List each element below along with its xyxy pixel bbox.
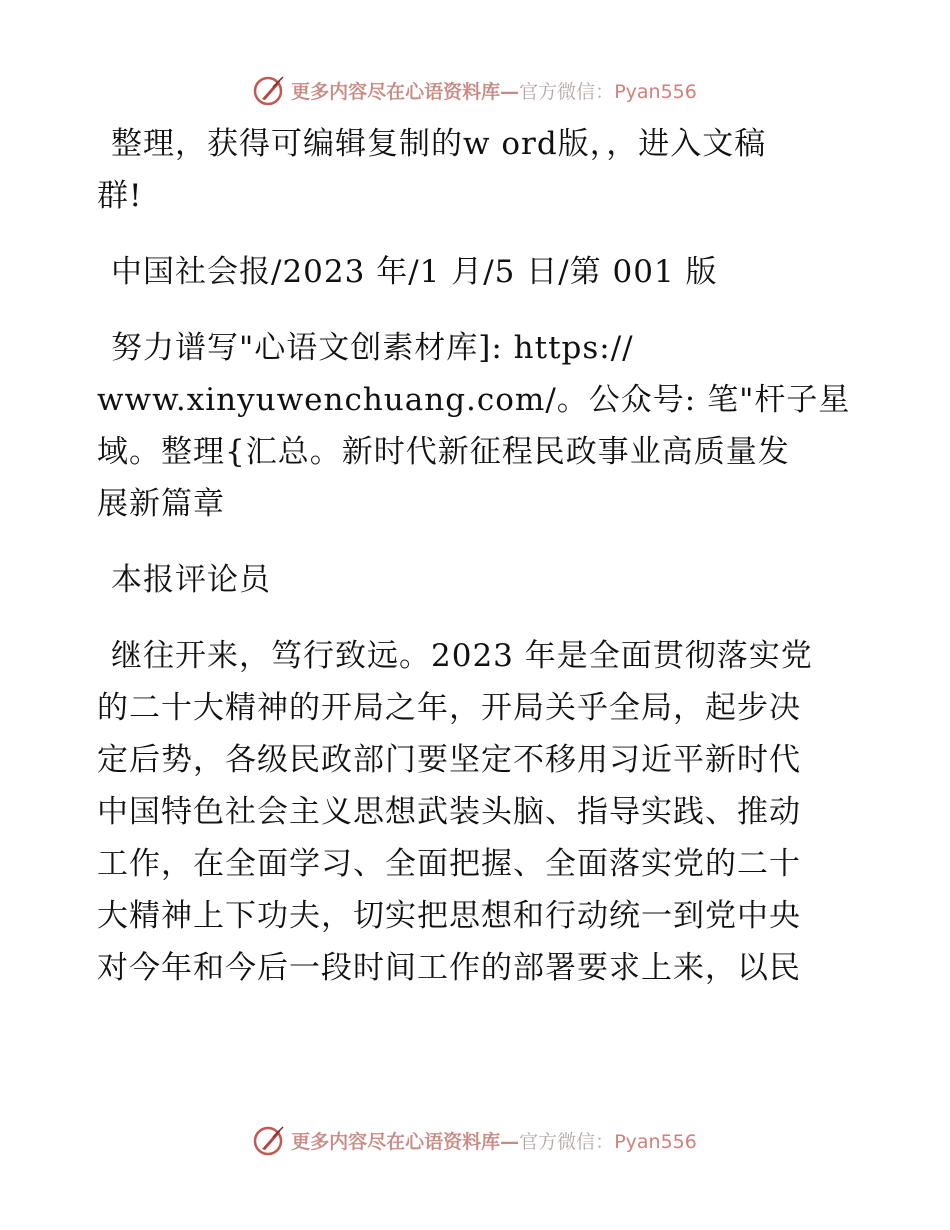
banner-main-text: 更多内容尽在心语资料库: [291, 80, 501, 103]
text-line: 域。整理{汇总。新时代新征程民政事业高质量发: [97, 434, 790, 470]
text-line: 对今年和今后一段时间工作的部署要求上来，以民: [97, 950, 801, 986]
document-body: [97, 118, 857, 994]
text-line: 中国特色社会主义思想武装头脑、指导实践、推动: [97, 794, 801, 830]
byline: 本报评论员: [111, 562, 271, 598]
banner-text: [291, 77, 697, 104]
banner-wechat-label: 官方微信：: [519, 80, 615, 103]
header-banner: [0, 70, 950, 110]
text-line: 展新篇章: [97, 486, 225, 522]
banner-wechat-id: Pyan556: [614, 80, 697, 103]
text-line: 工作，在全面学习、全面把握、全面落实党的二十: [97, 846, 801, 882]
footer-banner: [0, 1120, 950, 1160]
banner-wechat-id: Pyan556: [614, 1130, 697, 1153]
text-line: 继往开来，笃行致远。2023 年是全面贯彻落实党: [111, 638, 813, 674]
paragraph: [97, 554, 857, 606]
paragraph: [97, 322, 857, 530]
banner-main-text: 更多内容尽在心语资料库: [291, 1130, 501, 1153]
text-line: 群!: [97, 178, 143, 214]
text-line: 整理，获得可编辑复制的w ord版，，进入文稿: [111, 126, 767, 162]
text-line: 努力谱写"心语文创素材库]: https://: [111, 330, 634, 366]
banner-dash: —: [500, 80, 520, 103]
text-line: 定后势，各级民政部门要坚定不移用习近平新时代: [97, 742, 801, 778]
quill-pen-logo-icon: [253, 73, 287, 107]
banner-text: [291, 1127, 697, 1154]
paragraph: [97, 630, 857, 994]
text-line: www.xinyuwenchuang.com/。公众号: 笔"杆子星: [97, 382, 851, 418]
text-line: 中国社会报/2023 年/1 月/5 日/第 001 版: [111, 254, 718, 290]
banner-wechat-label: 官方微信：: [519, 1130, 615, 1153]
paragraph: [97, 118, 857, 222]
quill-pen-logo-icon: [253, 1123, 287, 1157]
banner-dash: —: [500, 1130, 520, 1153]
paragraph: [97, 246, 857, 298]
text-line: 大精神上下功夫，切实把思想和行动统一到党中央: [97, 898, 801, 934]
text-line: 的二十大精神的开局之年，开局关乎全局，起步决: [97, 690, 801, 726]
